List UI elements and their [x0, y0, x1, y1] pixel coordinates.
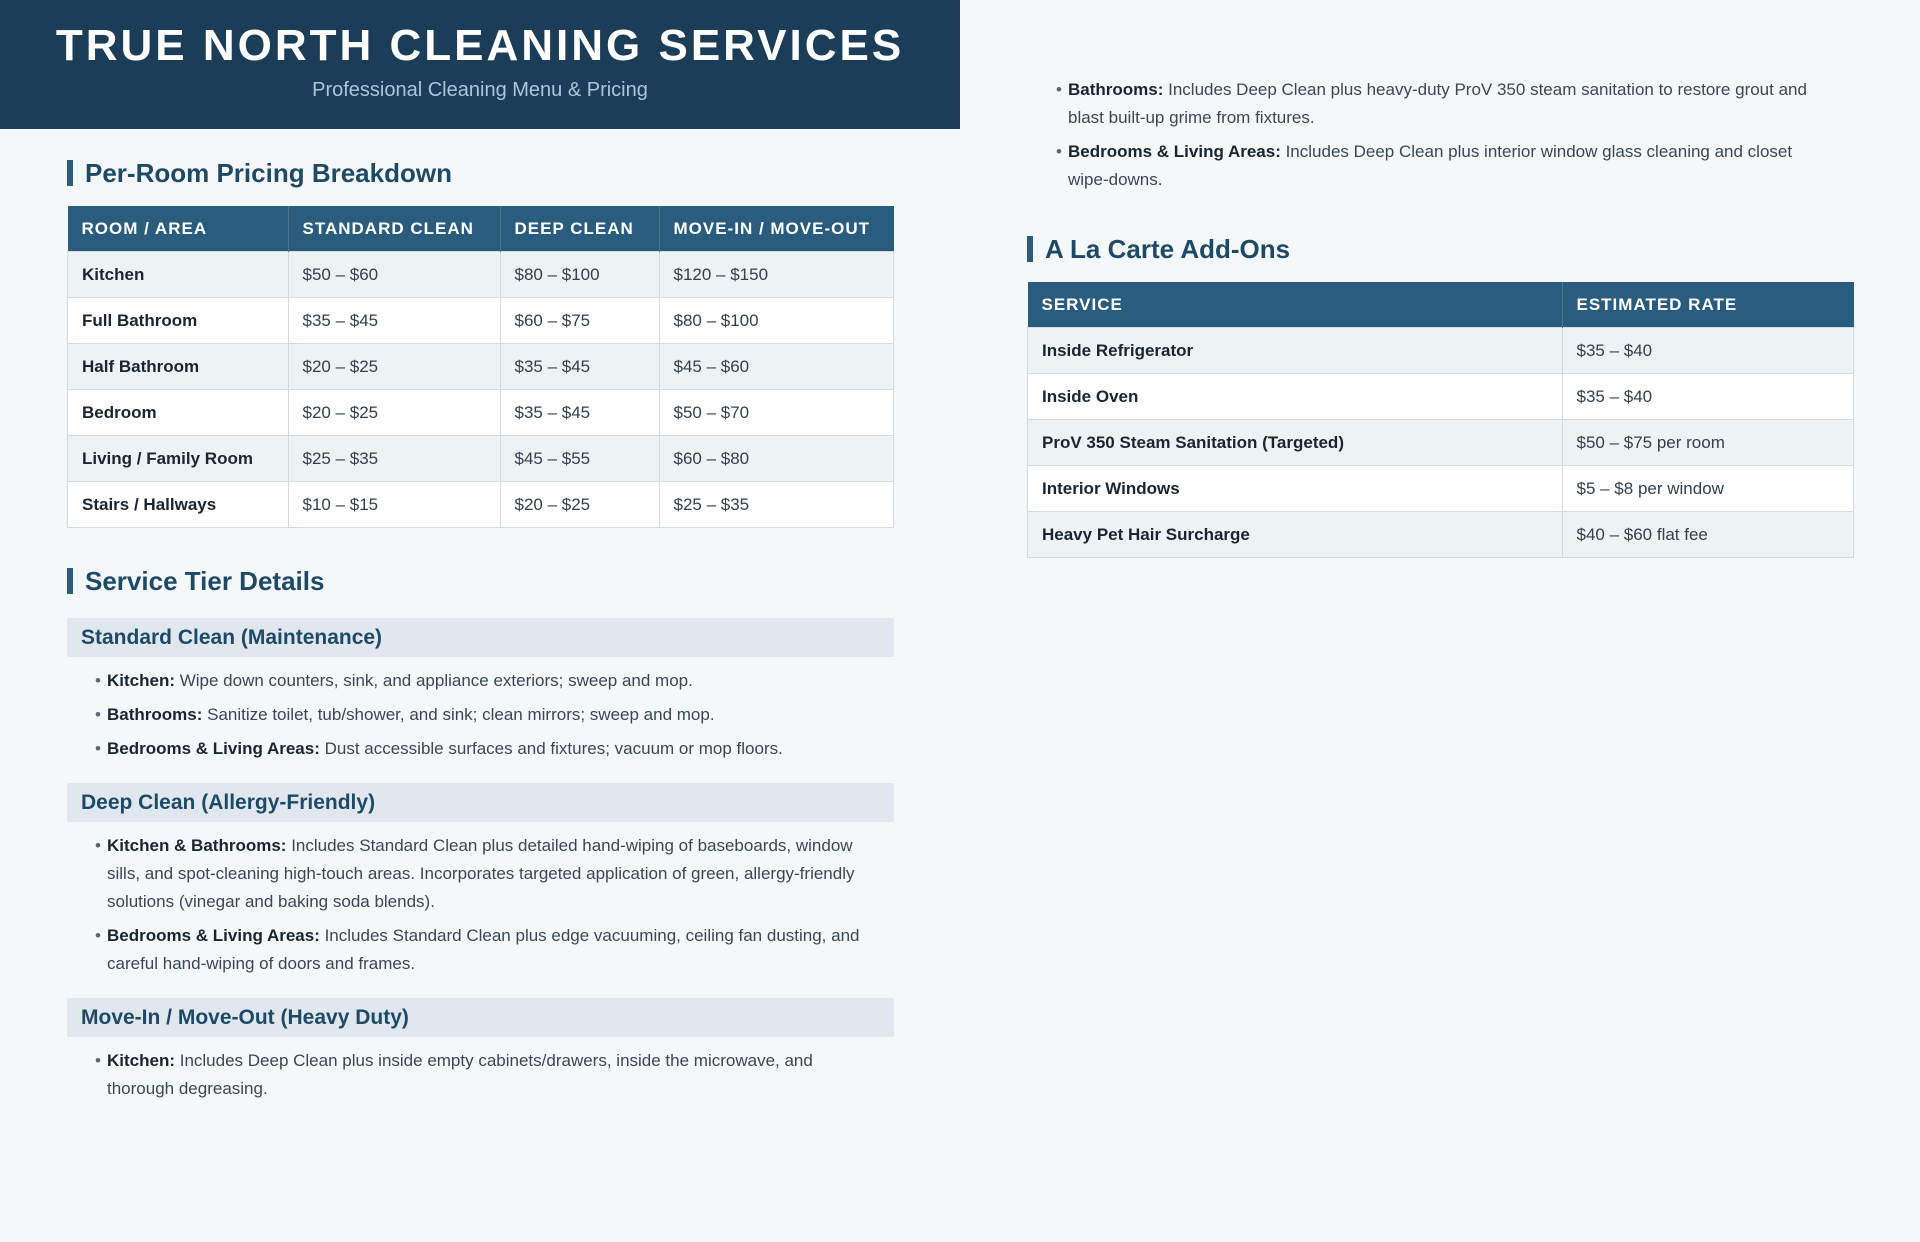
price-cell: $45 – $55 [500, 436, 659, 482]
price-cell: $120 – $150 [659, 252, 894, 298]
room-cell: Kitchen [68, 252, 289, 298]
table-row [68, 344, 894, 390]
item-text: Includes Deep Clean plus inside empty cabinets/drawers, inside the microwave, and thorough degreasing. [107, 1051, 813, 1098]
pricing-section-title: Per-Room Pricing Breakdown [67, 160, 894, 186]
price-cell: $25 – $35 [288, 436, 500, 482]
price-cell: $80 – $100 [500, 252, 659, 298]
column-header-rate: ESTIMATED RATE [1562, 282, 1854, 328]
price-cell: $45 – $60 [659, 344, 894, 390]
price-cell: $25 – $35 [659, 482, 894, 528]
header-banner [0, 0, 960, 129]
rate-cell: $50 – $75 per room [1562, 420, 1854, 466]
item-text: Wipe down counters, sink, and appliance exteriors; sweep and mop. [175, 671, 693, 690]
price-cell: $35 – $45 [288, 298, 500, 344]
left-column [67, 160, 894, 1109]
table-row [68, 298, 894, 344]
list-item [95, 701, 874, 729]
item-label: Bedrooms & Living Areas: [107, 739, 320, 758]
item-label: Bedrooms & Living Areas: [107, 926, 320, 945]
pricing-table [67, 206, 894, 528]
rate-cell: $40 – $60 flat fee [1562, 512, 1854, 558]
item-label: Bedrooms & Living Areas: [1068, 142, 1281, 161]
table-row [1028, 328, 1854, 374]
move-tier-list-part2 [1027, 76, 1854, 194]
price-cell: $60 – $80 [659, 436, 894, 482]
table-row [1028, 466, 1854, 512]
item-label: Kitchen: [107, 671, 175, 690]
price-cell: $35 – $45 [500, 344, 659, 390]
list-item [95, 735, 874, 763]
price-cell: $50 – $60 [288, 252, 500, 298]
addons-table [1027, 282, 1854, 558]
table-row [1028, 374, 1854, 420]
item-label: Bathrooms: [1068, 80, 1164, 99]
column-header-room: ROOM / AREA [68, 206, 289, 252]
price-cell: $10 – $15 [288, 482, 500, 528]
room-cell: Full Bathroom [68, 298, 289, 344]
service-cell: ProV 350 Steam Sanitation (Targeted) [1028, 420, 1563, 466]
rate-cell: $5 – $8 per window [1562, 466, 1854, 512]
service-cell: Inside Refrigerator [1028, 328, 1563, 374]
price-cell: $50 – $70 [659, 390, 894, 436]
room-cell: Living / Family Room [68, 436, 289, 482]
move-tier-list-part1 [67, 1047, 894, 1103]
price-cell: $20 – $25 [500, 482, 659, 528]
addons-table-header-row [1028, 282, 1854, 328]
pricing-table-header-row [68, 206, 894, 252]
item-text: Sanitize toilet, tub/shower, and sink; clean mirrors; sweep and mop. [202, 705, 715, 724]
price-cell: $80 – $100 [659, 298, 894, 344]
item-text: Dust accessible surfaces and fixtures; vacuum or mop floors. [319, 739, 783, 758]
rate-cell: $35 – $40 [1562, 328, 1854, 374]
price-cell: $20 – $25 [288, 390, 500, 436]
item-text: Includes Deep Clean plus interior window glass cleaning and closet wipe-downs. [1068, 142, 1793, 189]
service-cell: Heavy Pet Hair Surcharge [1028, 512, 1563, 558]
list-item [95, 1047, 874, 1103]
rate-cell: $35 – $40 [1562, 374, 1854, 420]
item-text: Includes Deep Clean plus heavy-duty ProV 350 steam sanitation to restore grout and blast built-up grime from fixtures. [1068, 80, 1807, 127]
list-item [95, 832, 874, 916]
price-cell: $60 – $75 [500, 298, 659, 344]
table-row [1028, 512, 1854, 558]
column-header-service: SERVICE [1028, 282, 1563, 328]
table-row [68, 390, 894, 436]
tier-heading-deep: Deep Clean (Allergy-Friendly) [67, 783, 894, 822]
tier-heading-move: Move-In / Move-Out (Heavy Duty) [67, 998, 894, 1037]
page-subtitle: Professional Cleaning Menu & Pricing [312, 79, 648, 101]
item-label: Kitchen & Bathrooms: [107, 836, 287, 855]
service-cell: Inside Oven [1028, 374, 1563, 420]
table-row [68, 252, 894, 298]
column-header-standard: STANDARD CLEAN [288, 206, 500, 252]
table-row [68, 436, 894, 482]
item-label: Bathrooms: [107, 705, 203, 724]
right-column [1027, 76, 1854, 558]
tier-heading-standard: Standard Clean (Maintenance) [67, 618, 894, 657]
list-item [95, 667, 874, 695]
column-header-move: MOVE-IN / MOVE-OUT [659, 206, 894, 252]
service-cell: Interior Windows [1028, 466, 1563, 512]
deep-tier-list [67, 832, 894, 978]
list-item [1056, 138, 1834, 194]
item-text: Includes Standard Clean plus edge vacuuming, ceiling fan dusting, and careful hand-wiping of doors and frames. [107, 926, 860, 973]
item-text: Includes Standard Clean plus detailed hand-wiping of baseboards, window sills, and spot-cleaning high-touch areas. Incorporates targeted application of green, allergy-friendly solutions (vinegar and baking soda blends). [107, 836, 855, 911]
price-cell: $20 – $25 [288, 344, 500, 390]
table-row [68, 482, 894, 528]
item-label: Kitchen: [107, 1051, 175, 1070]
page-title: TRUE NORTH CLEANING SERVICES [55, 21, 905, 70]
addons-section-title: A La Carte Add-Ons [1027, 236, 1854, 262]
price-cell: $35 – $45 [500, 390, 659, 436]
room-cell: Stairs / Hallways [68, 482, 289, 528]
room-cell: Bedroom [68, 390, 289, 436]
room-cell: Half Bathroom [68, 344, 289, 390]
standard-tier-list [67, 667, 894, 763]
column-header-deep: DEEP CLEAN [500, 206, 659, 252]
list-item [95, 922, 874, 978]
list-item [1056, 76, 1834, 132]
tiers-section-title: Service Tier Details [67, 568, 894, 594]
table-row [1028, 420, 1854, 466]
